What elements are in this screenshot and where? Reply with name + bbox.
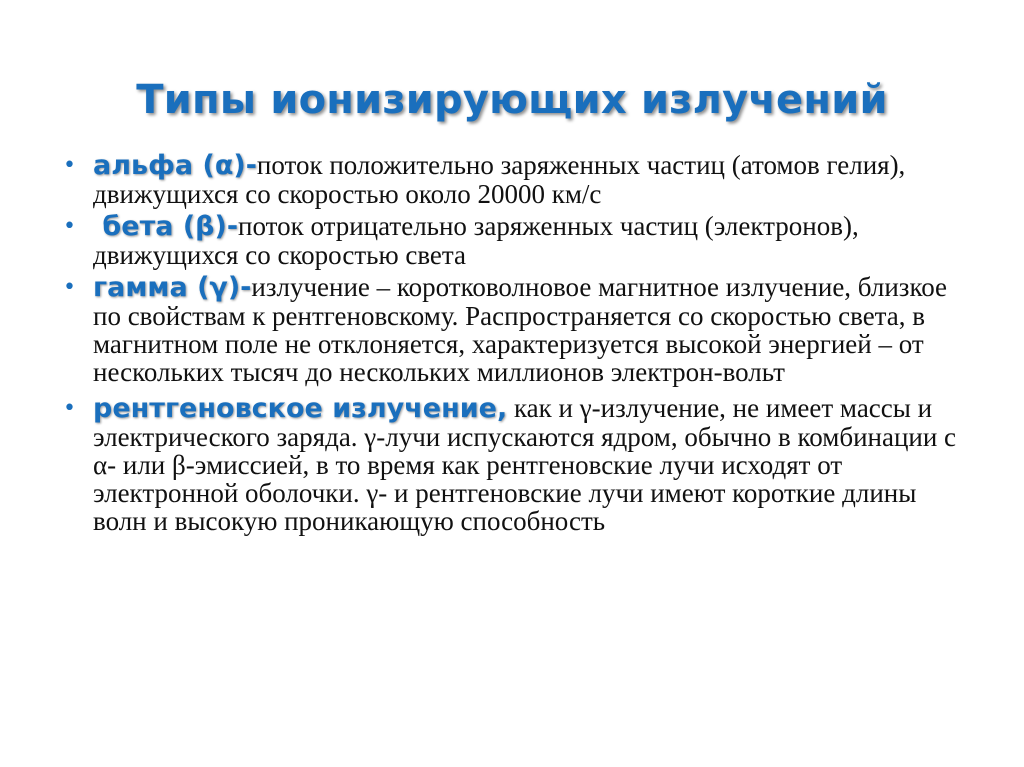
desc-alpha: поток положительно заряженных частиц (атомов гелия), движущихся со скоростью около 20000 км/с [93, 150, 906, 209]
term-alpha: альфа (α)- [93, 150, 257, 181]
bullet-dot-icon: • [63, 153, 76, 178]
desc-gamma: излучение – коротковолновое магнитное излучение, близкое по свойствам к рентгеновскому. Распространяется со скоростью света, в магнитном поле не отклоняется, характеризуется высокой энергией – от нескольких тысяч до нескольких миллионов электрон-вольт [93, 272, 948, 387]
desc-beta: поток отрицательно заряженных частиц (электронов), движущихся со скоростью света [93, 211, 859, 270]
bullet-dot-icon: • [63, 214, 76, 239]
bullet-dot-icon: • [63, 396, 76, 421]
term-xray: рентгеновское излучение, [93, 393, 508, 424]
bullet-dot-icon: • [63, 275, 76, 300]
slide-title: Типы ионизирующих излучений [136, 77, 888, 123]
bullet-xray [63, 394, 963, 535]
bullet-gamma [63, 273, 963, 386]
desc-xray: как и γ-излучение, не имеет массы и электрического заряда. γ-лучи испускаются ядром, обычно в комбинации с α- или β-эмиссией, в то время как рентгеновские лучи исходят от электронной оболочки. γ- и рентгеновские лучи имеют короткие длины волн и высокую проникающую способность [93, 393, 957, 536]
bullet-alpha [63, 151, 963, 208]
term-beta: бета (β)- [93, 211, 239, 242]
bullet-beta [63, 212, 963, 269]
term-gamma: гамма (γ)- [93, 272, 252, 303]
bullet-list [63, 151, 963, 539]
